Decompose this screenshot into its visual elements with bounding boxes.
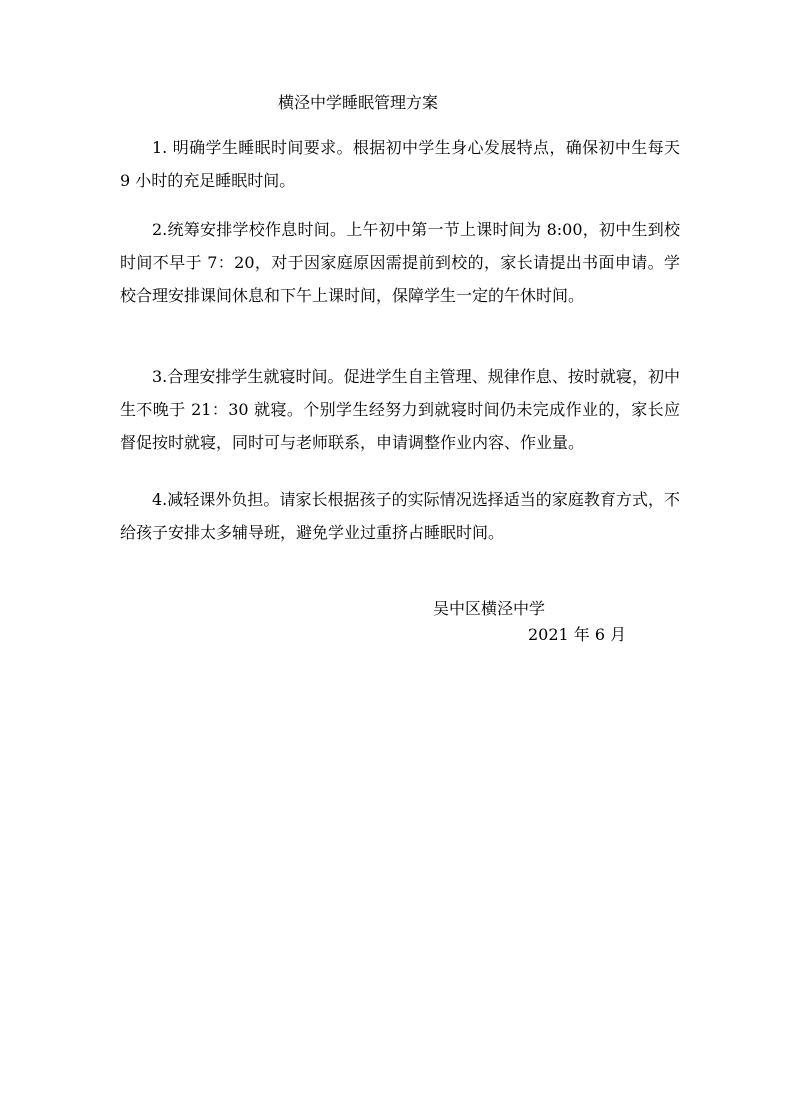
paragraph-2: 2.统筹安排学校作息时间。上午初中第一节上课时间为 8:00，初中生到校时间不早于 7：20，对于因家庭原因需提前到校的，家长请提出书面申请。学校合理安排课间休息和下午上课时间，保障学生一定的午休时间。 bbox=[120, 220, 680, 305]
paragraph-1: 1. 明确学生睡眠时间要求。根据初中学生身心发展特点，确保初中生每天 9 小时的充足睡眠时间。 bbox=[120, 138, 680, 190]
signature-date: 2021 年 6 月 bbox=[528, 625, 627, 644]
paragraph-4: 4.减轻课外负担。请家长根据孩子的实际情况选择适当的家庭教育方式，不给孩子安排太多辅导班，避免学业过重挤占睡眠时间。 bbox=[120, 490, 680, 542]
document-title: 横泾中学睡眠管理方案 bbox=[278, 93, 439, 112]
paragraph-3: 3.合理安排学生就寝时间。促进学生自主管理、规律作息、按时就寝，初中生不晚于 21：30 就寝。个别学生经努力到就寝时间仍未完成作业的，家长应督促按时就寝，同时可与老师联系，申请调整作业内容、作业量。 bbox=[120, 367, 680, 452]
signature-organization: 吴中区横泾中学 bbox=[433, 599, 546, 618]
